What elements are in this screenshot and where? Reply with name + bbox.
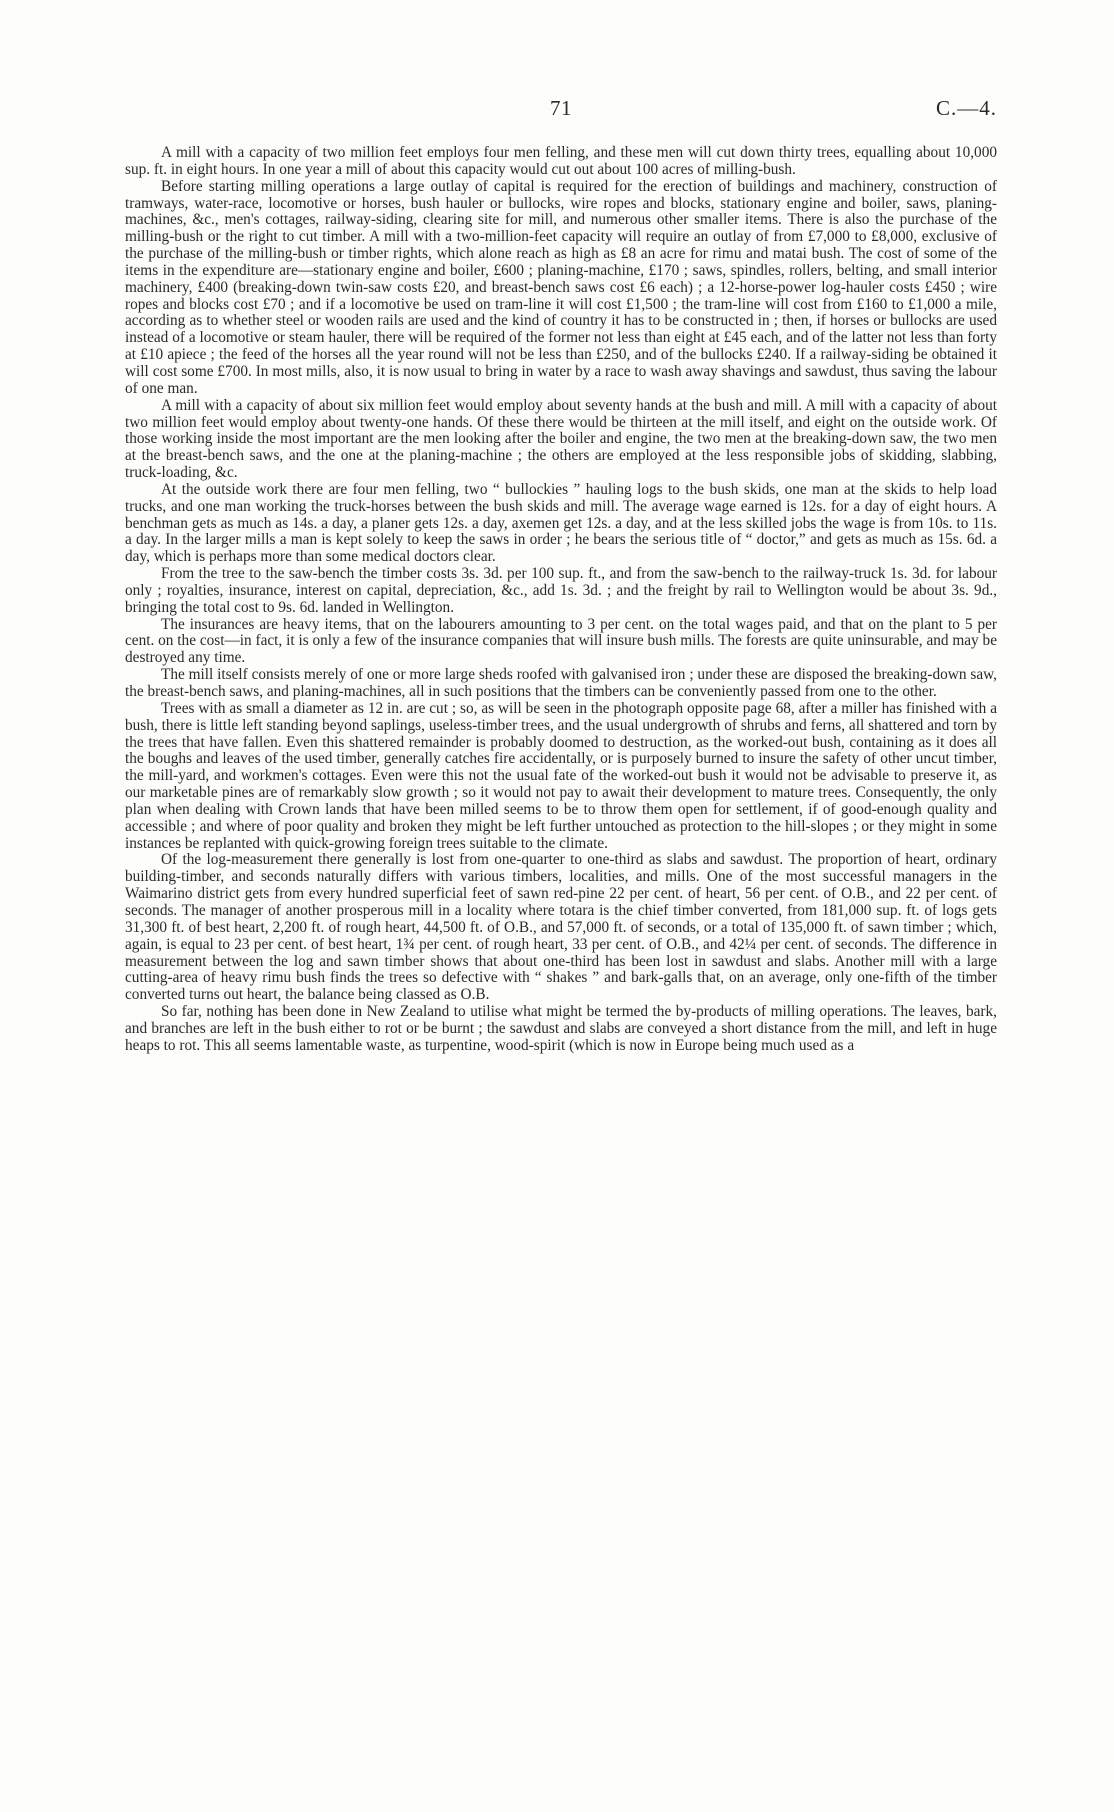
paragraph-mill-sheds: The mill itself consists merely of one or more large sheds roofed with galvanised iron ; under these are disposed the breaking-down saw, the breast-bench saws, and planing-machines, all in such positions that the timbers can be conveniently passed from one to the other. (125, 666, 997, 700)
paragraph-timber-costs: From the tree to the saw-bench the timber costs 3s. 3d. per 100 sup. ft., and from the saw-bench to the railway-truck 1s. 3d. for labour only ; royalties, insurance, interest on capital, depreciation, &c., add 1s. 3d. ; and the freight by rail to Wellington would be about 3s. 9d., bringing the total cost to 9s. 6d. landed in Wellington. (125, 565, 997, 616)
document-reference: C.—4. (935, 96, 997, 120)
paragraph-outside-work-wages: At the outside work there are four men felling, two “ bullockies ” hauling logs to the bush skids, one man at the skids to help load trucks, and one man working the truck-horses between the bush skids and mill. The average wage earned is 12s. for a day of eight hours. A benchman gets as much as 14s. a day, a planer gets 12s. a day, axemen get 12s. a day, and at the less skilled jobs the wage is from 10s. to 11s. a day. In the larger mills a man is kept solely to keep the saws in order ; he bears the serious title of “ doctor,” and gets as much as 15s. 6d. a day, which is perhaps more than some medical doctors clear. (125, 480, 997, 566)
page-header (125, 96, 997, 126)
paragraph-capital-outlay: Before starting milling operations a large outlay of capital is required for the erection of buildings and machinery, construction of tramways, water-race, locomotive or horses, bush hauler or bullocks, wire ropes and blocks, stationary engine and boiler, saws, planing-machines, &c., men's cottages, railway-siding, clearing site for mill, and numerous other smaller items. There is also the purchase of the milling-bush or the right to cut timber. A mill with a two-million-feet capacity will require an outlay of from £7,000 to £8,000, exclusive of the purchase of the milling-bush or timber rights, which alone reach as high as £8 an acre for rimu and matai bush. The cost of some of the items in the expenditure are—stationary engine and boiler, £600 ; planing-machine, £170 ; saws, spindles, rollers, belting, and small interior machinery, £400 (breaking-down twin-saw costs £20, and breast-bench saws cost £6 each) ; a 12-horse-power log-hauler costs £450 ; wire ropes and blocks cost £70 ; and if a locomotive be used on tram-line it will cost £1,500 ; the tram-line will cost from £160 to £1,000 a mile, according as to whether steel or wooden rails are used and the kind of country it has to be constructed in ; then, if horses or bullocks are used instead of a locomotive or steam hauler, there will be required of the former not less than eight at £45 each, and of the latter not less than forty at £10 apiece ; the feed of the horses all the year round will not be less than £250, and of the bullocks £240. If a railway-siding be obtained it will cost some £700. In most mills, also, it is now usual to bring in water by a race to wash away shavings and sawdust, thus saving the labour of one man. (125, 177, 997, 397)
paragraph-hands-employed: A mill with a capacity of about six million feet would employ about seventy hands at the bush and mill. A mill with a capacity of about two million feet would employ about twenty-one hands. Of these there would be thirteen at the mill itself, and eight on the outside work. Of those working inside the most important are the men looking after the boiler and engine, the two men at the breaking-down saw, the two men at the breast-bench saws, and the one at the planing-machine ; the others are employed at the less responsible jobs of skidding, slabbing, truck-loading, &c. (125, 396, 997, 482)
page-number: 71 (550, 96, 572, 120)
paragraph-insurances: The insurances are heavy items, that on the labourers amounting to 3 per cent. on the total wages paid, and that on the plant to 5 per cent. on the cost—in fact, it is only a few of the insurance companies that will insure bush mills. The forests are quite uninsurable, and may be destroyed any time. (125, 615, 997, 667)
paragraph-worked-out-bush: Trees with as small a diameter as 12 in. are cut ; so, as will be seen in the photograph opposite page 68, after a miller has finished with a bush, there is little left standing beyond saplings, useless-timber trees, and the usual undergrowth of shrubs and ferns, all shattered and torn by the trees that have fallen. Even this shattered remainder is probably doomed to destruction, as the worked-out bush, containing as it does all the boughs and leaves of the used timber, generally catches fire accidentally, or is purposely burned to insure the safety of other uncut timber, the mill-yard, and workmen's cottages. Even were this not the usual fate of the worked-out bush it would not be advisable to preserve it, as our marketable pines are of remarkably slow growth ; so it would not pay to await their development to mature trees. Consequently, the only plan when dealing with Crown lands that have been milled seems to be to throw them open for settlement, if of good-enough quality and accessible ; and where of poor quality and broken they might be left further untouched as protection to the hill-slopes ; or they might in some instances be replanted with quick-growing foreign trees suitable to the climate. (125, 699, 997, 852)
paragraph-log-measurement: Of the log-measurement there generally is lost from one-quarter to one-third as slabs and sawdust. The proportion of heart, ordinary building-timber, and seconds naturally differs with various timbers, localities, and mills. One of the most successful managers in the Waimarino district gets from every hundred superficial feet of sawn red-pine 22 per cent. of heart, 56 per cent. of O.B., and 22 per cent. of seconds. The manager of another prosperous mill in a locality where totara is the chief timber converted, from 181,000 sup. ft. of logs gets 31,300 ft. of best heart, 2,200 ft. of rough heart, 44,500 ft. of O.B., and 57,000 ft. of seconds, or a total of 135,000 ft. of sawn timber ; which, again, is equal to 23 per cent. of best heart, 1¾ per cent. of rough heart, 33 per cent. of O.B., and 42¼ per cent. of seconds. The difference in measurement between the log and sawn timber shows that about one-third has been lost in sawdust and slabs. Another mill with a large cutting-area of heavy rimu bush finds the trees so defective with “ shakes ” and bark-galls that, on an average, only one-fifth of the timber converted turns out heart, the balance being classed as O.B. (125, 851, 997, 1004)
body-text (125, 145, 997, 1055)
paragraph-mill-capacity: A mill with a capacity of two million feet employs four men felling, and these men will cut down thirty trees, equalling about 10,000 sup. ft. in eight hours. In one year a mill of about this capacity would cut out about 100 acres of milling-bush. (125, 144, 997, 178)
paragraph-by-products: So far, nothing has been done in New Zealand to utilise what might be termed the by-products of milling operations. The leaves, bark, and branches are left in the bush either to rot or be burnt ; the sawdust and slabs are conveyed a short distance from the mill, and left in huge heaps to rot. This all seems lamentable waste, as turpentine, wood-spirit (which is now in Europe being much used as a (125, 1003, 997, 1054)
